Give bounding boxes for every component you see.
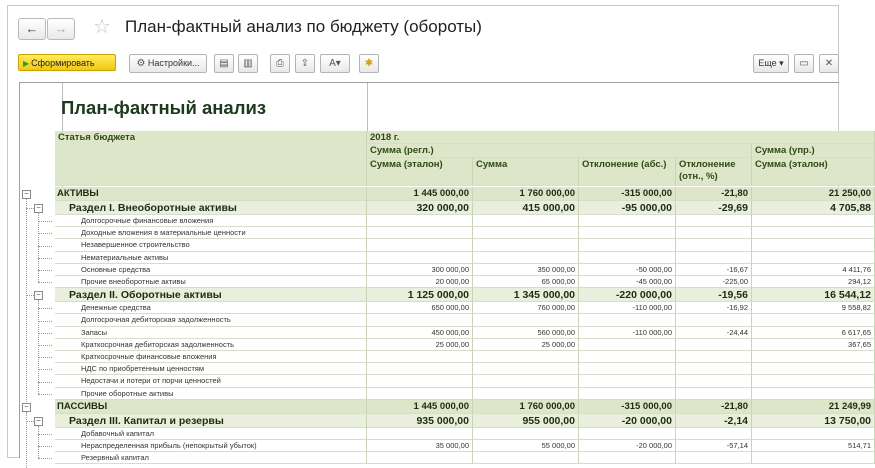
value-cell[interactable] [579, 252, 676, 264]
font-size-dropdown[interactable] [320, 54, 350, 73]
value-cell[interactable] [473, 375, 579, 387]
collapse-group-icon[interactable]: − [34, 204, 43, 213]
value-cell[interactable]: -24,44 [676, 327, 752, 339]
arrow-left-icon: ← [25, 21, 39, 36]
value-cell[interactable] [579, 239, 676, 251]
tree-branch [38, 321, 52, 322]
header-col-sum: Сумма [473, 158, 579, 186]
value-cell[interactable]: 294,12 [752, 276, 875, 288]
value-cell[interactable] [752, 428, 875, 440]
arrow-right-icon: → [54, 21, 68, 36]
value-cell[interactable] [579, 314, 676, 326]
value-cell[interactable] [367, 428, 473, 440]
value-cell[interactable] [676, 227, 752, 239]
value-cell[interactable] [752, 375, 875, 387]
header-period: 2018 г. [367, 131, 875, 144]
value-cell[interactable] [473, 252, 579, 264]
value-cell[interactable]: -57,14 [676, 440, 752, 452]
window-title: План-фактный анализ по бюджету (обороты) [125, 17, 482, 36]
header-col-etalon: Сумма (эталон) [367, 158, 473, 186]
value-cell[interactable]: -110 000,00 [579, 302, 676, 314]
report-window [7, 5, 871, 463]
row-label[interactable]: НДС по приобретенным ценностям [55, 363, 367, 375]
value-cell[interactable] [473, 351, 579, 363]
value-cell[interactable] [367, 363, 473, 375]
generate-label: Сформировать [31, 58, 95, 68]
value-cell[interactable] [676, 351, 752, 363]
header-col-dev-rel: Отклонение (отн., %) [676, 158, 752, 186]
close-report-button[interactable] [819, 54, 839, 73]
tree-line [38, 213, 39, 282]
value-cell[interactable]: -20 000,00 [579, 414, 676, 428]
generate-button[interactable] [18, 54, 116, 71]
value-cell[interactable]: -29,69 [676, 201, 752, 215]
value-cell[interactable] [676, 428, 752, 440]
value-cell[interactable]: 6 617,65 [752, 327, 875, 339]
value-cell[interactable] [676, 388, 752, 400]
value-cell[interactable] [579, 339, 676, 351]
row-label[interactable]: Краткосрочные финансовые вложения [55, 351, 367, 363]
value-cell[interactable]: 1 760 000,00 [473, 187, 579, 201]
value-cell[interactable]: 4 705,88 [752, 201, 875, 215]
tree-line [38, 300, 39, 394]
highlight-icon: ✱ [364, 58, 374, 69]
value-cell[interactable]: 16 544,12 [752, 288, 875, 302]
value-cell[interactable] [473, 452, 579, 464]
table-icon: ▭ [799, 58, 809, 69]
header-sum-upr: Сумма (упр.) [752, 144, 875, 158]
value-cell[interactable]: 13 750,00 [752, 414, 875, 428]
value-cell[interactable]: -315 000,00 [579, 400, 676, 414]
value-cell[interactable]: -110 000,00 [579, 327, 676, 339]
collapse-group-icon[interactable]: − [22, 403, 31, 412]
value-cell[interactable] [579, 363, 676, 375]
value-cell[interactable] [367, 351, 473, 363]
tree-branch [38, 246, 52, 247]
value-cell[interactable] [473, 215, 579, 227]
value-cell[interactable]: 20 000,00 [367, 276, 473, 288]
header-sum-reg: Сумма (регл.) [367, 144, 752, 158]
tree-branch [26, 421, 34, 422]
command-bar [8, 54, 838, 78]
row-label[interactable]: Денежные средства [55, 302, 367, 314]
value-cell[interactable]: -2,14 [676, 414, 752, 428]
settings-label: Настройки... [147, 58, 200, 68]
export-button[interactable] [295, 54, 315, 73]
settings-icon: ⚙ [136, 58, 146, 69]
tree-branch [38, 270, 52, 271]
value-cell[interactable] [676, 215, 752, 227]
row-label[interactable]: Нематериальные активы [55, 252, 367, 264]
value-cell[interactable] [752, 252, 875, 264]
report-title-cell [55, 83, 368, 132]
value-cell[interactable]: 450 000,00 [367, 327, 473, 339]
font-icon: A▾ [329, 58, 341, 69]
value-cell[interactable] [676, 375, 752, 387]
row-label[interactable]: Долгосрочная дебиторская задолженность [55, 314, 367, 326]
header-col-etalon-upr: Сумма (эталон) [752, 158, 875, 186]
value-cell[interactable] [676, 452, 752, 464]
row-label[interactable]: Раздел II. Оборотные активы [55, 288, 367, 302]
close-icon: ✕ [824, 58, 834, 69]
value-cell[interactable]: 25 000,00 [367, 339, 473, 351]
tree-branch [38, 233, 52, 234]
report-variant-icon: ▤ [219, 58, 229, 69]
value-cell[interactable] [579, 388, 676, 400]
value-cell[interactable] [473, 314, 579, 326]
value-cell[interactable] [752, 452, 875, 464]
title-bar [8, 6, 838, 48]
value-cell[interactable]: -315 000,00 [579, 187, 676, 201]
value-cell[interactable] [579, 452, 676, 464]
value-cell[interactable] [752, 363, 875, 375]
export-icon: ⇪ [300, 58, 310, 69]
tree-branch [38, 221, 52, 222]
printer-icon: ⎙ [276, 58, 284, 69]
tree-branch [38, 382, 52, 383]
tree-branch [38, 345, 52, 346]
tree-branch [38, 434, 52, 435]
value-cell[interactable] [367, 215, 473, 227]
value-cell[interactable]: 514,71 [752, 440, 875, 452]
value-cell[interactable] [367, 375, 473, 387]
tree-branch [38, 458, 52, 459]
value-cell[interactable]: 1 345 000,00 [473, 288, 579, 302]
value-cell[interactable] [579, 215, 676, 227]
value-cell[interactable]: -45 000,00 [579, 276, 676, 288]
value-cell[interactable] [676, 339, 752, 351]
value-cell[interactable] [579, 227, 676, 239]
value-cell[interactable]: -20 000,00 [579, 440, 676, 452]
value-cell[interactable]: 35 000,00 [367, 440, 473, 452]
collapse-group-icon[interactable]: − [22, 190, 31, 199]
value-cell[interactable] [367, 252, 473, 264]
value-cell[interactable] [752, 351, 875, 363]
value-cell[interactable]: 935 000,00 [367, 414, 473, 428]
value-cell[interactable]: 955 000,00 [473, 414, 579, 428]
value-cell[interactable] [579, 375, 676, 387]
header-col-dev-abs: Отклонение (абс.) [579, 158, 676, 186]
tree-branch [38, 333, 52, 334]
save-variant-icon: ▥ [243, 58, 253, 69]
row-label[interactable]: ПАССИВЫ [55, 400, 367, 414]
value-cell[interactable]: 1 760 000,00 [473, 400, 579, 414]
back-button[interactable] [18, 18, 46, 40]
value-cell[interactable]: 25 000,00 [473, 339, 579, 351]
value-cell[interactable]: -95 000,00 [579, 201, 676, 215]
report-area[interactable] [19, 82, 871, 463]
favorite-star-icon[interactable]: ☆ [93, 16, 111, 38]
value-cell[interactable] [579, 351, 676, 363]
row-label[interactable]: Основные средства [55, 264, 367, 276]
value-cell[interactable] [367, 388, 473, 400]
value-cell[interactable]: 1 445 000,00 [367, 400, 473, 414]
save-variant-button[interactable] [238, 54, 258, 73]
value-cell[interactable]: 300 000,00 [367, 264, 473, 276]
value-cell[interactable]: 415 000,00 [473, 201, 579, 215]
tree-line [26, 199, 27, 402]
row-label[interactable]: Прочие оборотные активы [55, 388, 367, 400]
value-cell[interactable] [367, 314, 473, 326]
row-label[interactable]: Доходные вложения в материальные ценности [55, 227, 367, 239]
value-cell[interactable] [473, 239, 579, 251]
table-view-button[interactable] [794, 54, 814, 73]
value-cell[interactable]: 560 000,00 [473, 327, 579, 339]
header-article: Статья бюджета [55, 131, 367, 186]
tree-line [26, 412, 27, 468]
row-label[interactable]: Незавершенное строительство [55, 239, 367, 251]
value-cell[interactable] [752, 239, 875, 251]
row-label[interactable]: Добавочный капитал [55, 428, 367, 440]
value-cell[interactable] [752, 215, 875, 227]
settings-button[interactable] [129, 54, 207, 73]
row-label[interactable]: Раздел III. Капитал и резервы [55, 414, 367, 428]
value-cell[interactable]: -21,80 [676, 400, 752, 414]
value-cell[interactable]: 320 000,00 [367, 201, 473, 215]
value-cell[interactable]: 650 000,00 [367, 302, 473, 314]
select-variant-button[interactable] [214, 54, 234, 73]
tree-branch [38, 446, 52, 447]
row-label[interactable]: Недостачи и потери от порчи ценностей [55, 375, 367, 387]
play-icon: ▶ [23, 59, 30, 68]
tree-branch [38, 357, 52, 358]
value-cell[interactable] [752, 227, 875, 239]
value-cell[interactable]: 4 411,76 [752, 264, 875, 276]
value-cell[interactable] [752, 314, 875, 326]
value-cell[interactable]: 1 445 000,00 [367, 187, 473, 201]
more-button[interactable]: Еще ▾ [753, 54, 789, 73]
tree-branch [26, 295, 34, 296]
print-button[interactable] [270, 54, 290, 73]
value-cell[interactable] [676, 239, 752, 251]
value-cell[interactable] [676, 252, 752, 264]
tree-branch [38, 282, 52, 283]
row-label[interactable]: Резервный капитал [55, 452, 367, 464]
value-cell[interactable]: -50 000,00 [579, 264, 676, 276]
value-cell[interactable]: 367,65 [752, 339, 875, 351]
value-cell[interactable]: 65 000,00 [473, 276, 579, 288]
collapse-group-icon[interactable]: − [34, 417, 43, 426]
value-cell[interactable]: -225,00 [676, 276, 752, 288]
value-cell[interactable] [473, 227, 579, 239]
value-cell[interactable]: 350 000,00 [473, 264, 579, 276]
tree-branch [26, 208, 34, 209]
row-label[interactable]: Раздел I. Внеоборотные активы [55, 201, 367, 215]
tree-branch [38, 258, 52, 259]
highlight-button[interactable] [359, 54, 379, 73]
value-cell[interactable]: -16,92 [676, 302, 752, 314]
value-cell[interactable] [473, 428, 579, 440]
row-label[interactable]: АКТИВЫ [55, 187, 367, 201]
value-cell[interactable]: 1 125 000,00 [367, 288, 473, 302]
value-cell[interactable]: 55 000,00 [473, 440, 579, 452]
value-cell[interactable]: 9 558,82 [752, 302, 875, 314]
value-cell[interactable]: -19,56 [676, 288, 752, 302]
value-cell[interactable] [676, 314, 752, 326]
row-label[interactable]: Запасы [55, 327, 367, 339]
value-cell[interactable]: -21,80 [676, 187, 752, 201]
tree-branch [38, 308, 52, 309]
row-label[interactable]: Нераспределенная прибыль (непокрытый убыток) [55, 440, 367, 452]
value-cell[interactable] [473, 388, 579, 400]
value-cell[interactable] [367, 452, 473, 464]
value-cell[interactable] [752, 388, 875, 400]
forward-button[interactable] [47, 18, 75, 40]
tree-branch [38, 394, 52, 395]
tree-branch [38, 369, 52, 370]
value-cell[interactable] [367, 239, 473, 251]
value-cell[interactable] [579, 428, 676, 440]
row-label[interactable]: Прочие внеоборотные активы [55, 276, 367, 288]
row-label[interactable]: Долгосрочные финансовые вложения [55, 215, 367, 227]
tree-line [38, 426, 39, 459]
collapse-group-icon[interactable]: − [34, 291, 43, 300]
row-label[interactable]: Краткосрочная дебиторская задолженность [55, 339, 367, 351]
value-cell[interactable]: 21 249,99 [752, 400, 875, 414]
value-cell[interactable] [676, 363, 752, 375]
report-title: План-фактный анализ [61, 97, 267, 118]
value-cell[interactable]: -220 000,00 [579, 288, 676, 302]
value-cell[interactable] [473, 363, 579, 375]
value-cell[interactable]: 21 250,00 [752, 187, 875, 201]
value-cell[interactable]: -16,67 [676, 264, 752, 276]
value-cell[interactable]: 760 000,00 [473, 302, 579, 314]
value-cell[interactable] [367, 227, 473, 239]
